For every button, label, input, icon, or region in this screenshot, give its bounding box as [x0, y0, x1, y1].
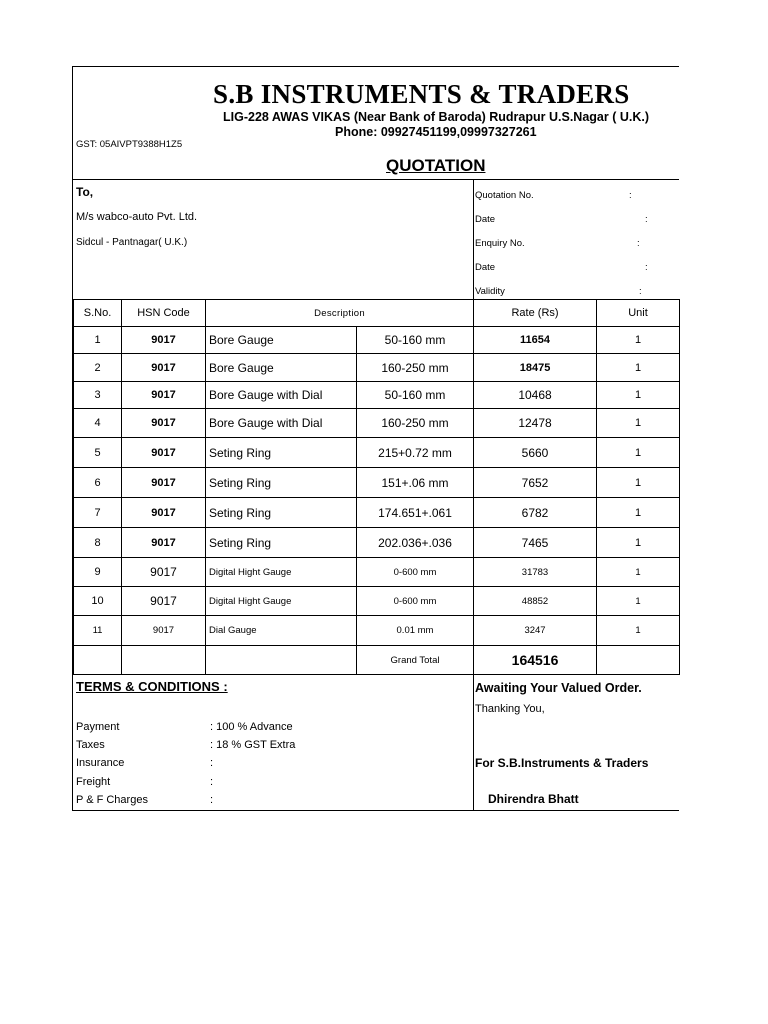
unit-cell: 1	[597, 468, 680, 498]
description-cell: Digital Hight Gauge	[206, 558, 357, 587]
sno-header: S.No.	[74, 300, 122, 327]
table-row	[74, 498, 680, 528]
description-cell: Bore Gauge	[206, 327, 357, 354]
hsn-header: HSN Code	[122, 300, 206, 327]
sno-cell: 4	[74, 409, 122, 438]
grand-total-label: Grand Total	[357, 646, 474, 675]
quotation-sheet	[72, 66, 679, 811]
table-row	[74, 587, 680, 616]
unit-cell: 1	[597, 327, 680, 354]
unit-cell: 1	[597, 438, 680, 468]
validity-label: Validity	[475, 286, 505, 297]
description-cell: Seting Ring	[206, 498, 357, 528]
size-cell: 215+0.72 mm	[357, 438, 474, 468]
rate-cell: 31783	[474, 558, 597, 587]
unit-cell: 1	[597, 587, 680, 616]
enquiry-date-label: Date	[475, 262, 496, 273]
signatory-name: Dhirendra Bhatt	[488, 792, 579, 806]
rate-cell: 10468	[474, 382, 597, 409]
size-cell: 151+.06 mm	[357, 468, 474, 498]
size-cell: 0-600 mm	[357, 587, 474, 616]
thanking-text: Thanking You,	[475, 703, 545, 715]
term-value-pf-charges: :	[210, 794, 214, 806]
quotation-no-label: Quotation No.	[475, 190, 534, 201]
unit-cell: 1	[597, 528, 680, 558]
table-header-row	[74, 300, 680, 327]
description-cell: Seting Ring	[206, 528, 357, 558]
empty-cell	[74, 646, 122, 675]
size-cell: 160-250 mm	[357, 354, 474, 382]
sno-cell: 11	[74, 616, 122, 646]
term-label-taxes: Taxes	[76, 739, 105, 751]
document-title: QUOTATION	[386, 156, 486, 175]
unit-cell: 1	[597, 409, 680, 438]
company-name: S.B INSTRUMENTS & TRADERS	[213, 79, 630, 109]
hsn-cell: 9017	[122, 616, 206, 646]
description-cell: Digital Hight Gauge	[206, 587, 357, 616]
term-value-freight: :	[210, 776, 214, 788]
term-label-freight: Freight	[76, 776, 111, 788]
quotation-no-colon: :	[629, 190, 632, 201]
header-divider	[73, 179, 679, 180]
grand-total-row	[74, 646, 680, 675]
bottom-border	[73, 810, 679, 811]
hsn-cell: 9017	[122, 354, 206, 382]
term-value-taxes: : 18 % GST Extra	[210, 739, 296, 751]
size-cell: 160-250 mm	[357, 409, 474, 438]
grand-total-value: 164516	[474, 646, 597, 675]
awaiting-order-text: Awaiting Your Valued Order.	[475, 681, 642, 695]
table-row	[74, 468, 680, 498]
hsn-cell: 9017	[122, 327, 206, 354]
for-company-text: For S.B.Instruments & Traders	[475, 756, 649, 770]
table-row	[74, 354, 680, 382]
size-cell: 50-160 mm	[357, 327, 474, 354]
customer-name: M/s wabco-auto Pvt. Ltd.	[76, 211, 198, 223]
size-cell: 0-600 mm	[357, 558, 474, 587]
rate-cell: 18475	[474, 354, 597, 382]
description-cell: Seting Ring	[206, 438, 357, 468]
hsn-cell: 9017	[122, 409, 206, 438]
terms-divider	[473, 673, 474, 810]
unit-cell: 1	[597, 558, 680, 587]
size-cell: 0.01 mm	[357, 616, 474, 646]
sno-cell: 9	[74, 558, 122, 587]
term-label-pf-charges: P & F Charges	[76, 794, 148, 806]
gst-number: GST: 05AIVPT9388H1Z5	[76, 139, 183, 150]
company-address: LIG-228 AWAS VIKAS (Near Bank of Baroda) Rudrapur U.S.Nagar ( U.K.)	[223, 110, 649, 124]
unit-cell: 1	[597, 616, 680, 646]
description-cell: Bore Gauge	[206, 354, 357, 382]
size-cell: 174.651+.061	[357, 498, 474, 528]
sno-cell: 7	[74, 498, 122, 528]
hsn-cell: 9017	[122, 382, 206, 409]
sno-cell: 10	[74, 587, 122, 616]
sno-cell: 3	[74, 382, 122, 409]
info-divider	[473, 179, 474, 299]
date-label: Date	[475, 214, 496, 225]
table-row	[74, 616, 680, 646]
rate-cell: 12478	[474, 409, 597, 438]
rate-cell: 11654	[474, 327, 597, 354]
description-cell: Bore Gauge with Dial	[206, 409, 357, 438]
unit-header: Unit	[597, 300, 680, 327]
hsn-cell: 9017	[122, 438, 206, 468]
term-label-insurance: Insurance	[76, 757, 125, 769]
sno-cell: 8	[74, 528, 122, 558]
unit-cell: 1	[597, 354, 680, 382]
rate-cell: 48852	[474, 587, 597, 616]
table-row	[74, 558, 680, 587]
items-table	[73, 299, 680, 675]
rate-cell: 7652	[474, 468, 597, 498]
description-header: Description	[206, 300, 474, 327]
rate-cell: 7465	[474, 528, 597, 558]
hsn-cell: 9017	[122, 587, 206, 616]
description-cell: Dial Gauge	[206, 616, 357, 646]
sno-cell: 6	[74, 468, 122, 498]
date-colon: :	[645, 214, 648, 225]
customer-location: Sidcul - Pantnagar( U.K.)	[76, 237, 188, 248]
empty-cell	[122, 646, 206, 675]
enquiry-date-colon: :	[645, 262, 648, 273]
table-row	[74, 438, 680, 468]
rate-cell: 6782	[474, 498, 597, 528]
description-cell: Seting Ring	[206, 468, 357, 498]
table-row	[74, 409, 680, 438]
rate-header: Rate (Rs)	[474, 300, 597, 327]
size-cell: 50-160 mm	[357, 382, 474, 409]
enquiry-no-label: Enquiry No.	[475, 238, 525, 249]
hsn-cell: 9017	[122, 468, 206, 498]
sno-cell: 2	[74, 354, 122, 382]
company-phone: Phone: 09927451199,09997327261	[335, 125, 537, 139]
empty-cell	[597, 646, 680, 675]
enquiry-no-colon: :	[637, 238, 640, 249]
unit-cell: 1	[597, 498, 680, 528]
sno-cell: 1	[74, 327, 122, 354]
term-label-payment: Payment	[76, 721, 120, 733]
validity-colon: :	[639, 286, 642, 297]
terms-title: TERMS & CONDITIONS :	[76, 679, 228, 694]
hsn-cell: 9017	[122, 558, 206, 587]
unit-cell: 1	[597, 382, 680, 409]
table-row	[74, 528, 680, 558]
term-value-payment: : 100 % Advance	[210, 721, 293, 733]
to-label: To,	[76, 185, 94, 199]
description-cell: Bore Gauge with Dial	[206, 382, 357, 409]
hsn-cell: 9017	[122, 528, 206, 558]
rate-cell: 3247	[474, 616, 597, 646]
sno-cell: 5	[74, 438, 122, 468]
table-row	[74, 382, 680, 409]
empty-cell	[206, 646, 357, 675]
term-value-insurance: :	[210, 757, 214, 769]
size-cell: 202.036+.036	[357, 528, 474, 558]
hsn-cell: 9017	[122, 498, 206, 528]
table-row	[74, 327, 680, 354]
rate-cell: 5660	[474, 438, 597, 468]
